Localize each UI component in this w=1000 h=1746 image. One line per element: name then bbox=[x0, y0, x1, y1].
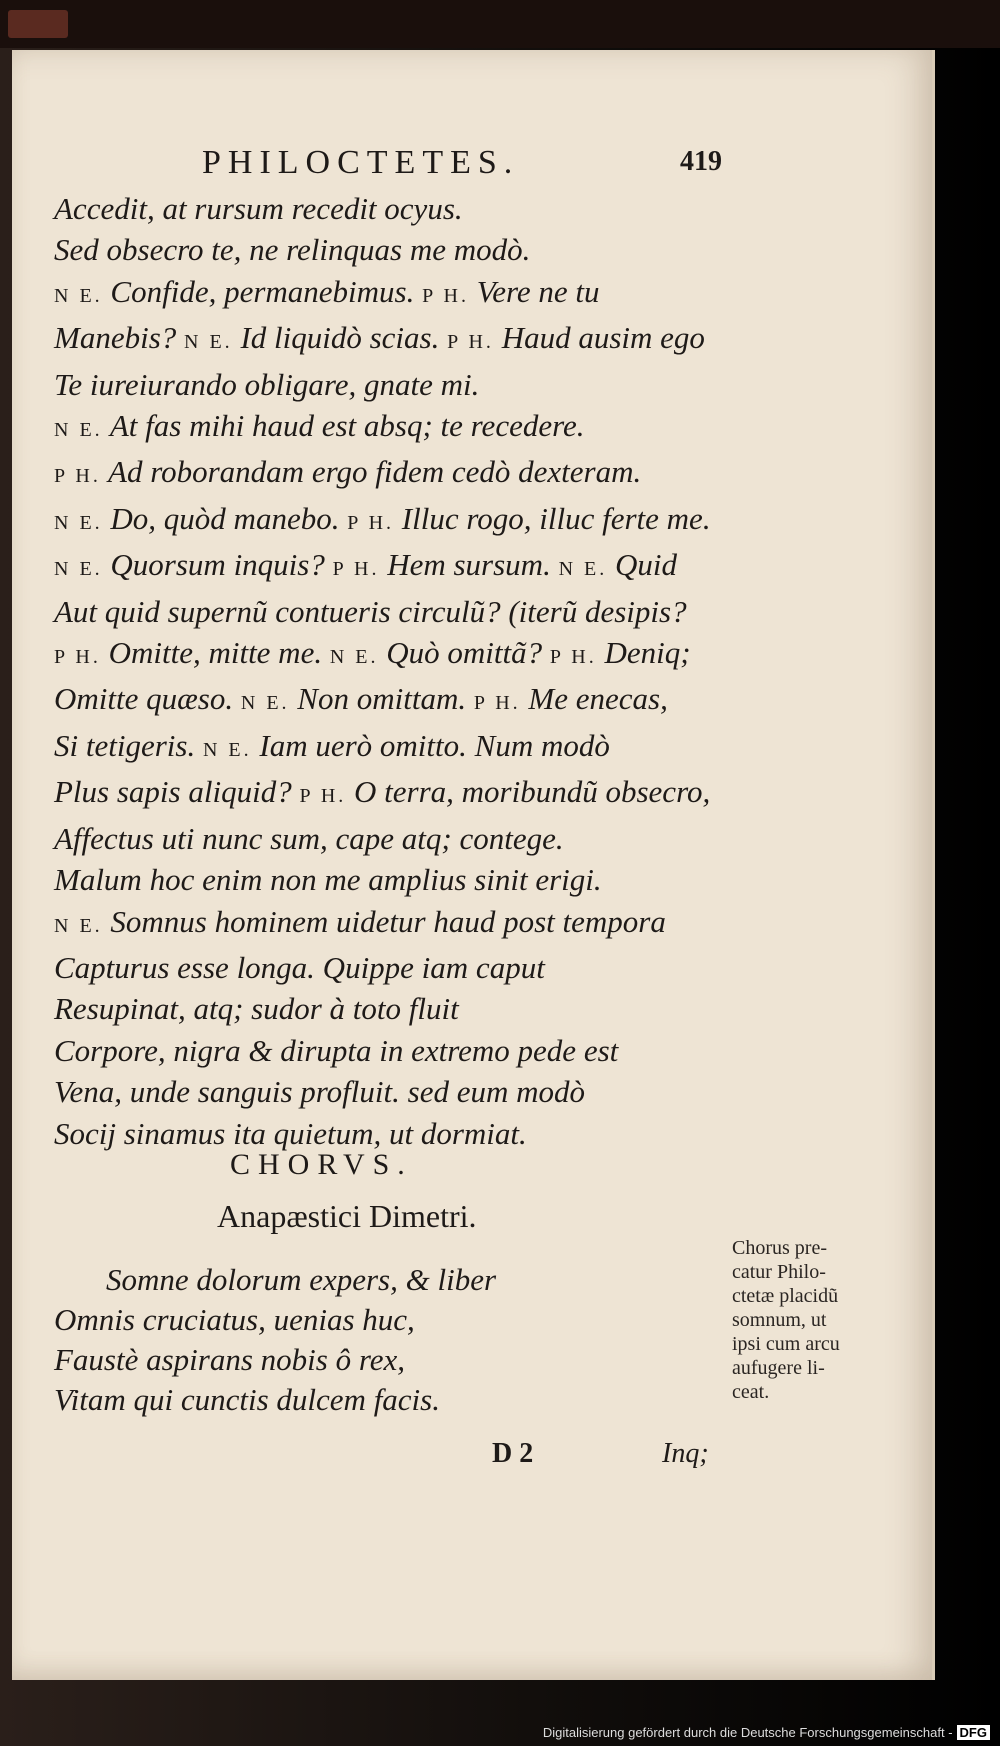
dfg-logo: DFG bbox=[957, 1725, 990, 1740]
verse-line bbox=[54, 188, 754, 229]
verse-line bbox=[54, 229, 754, 270]
verse-text: Non omittam. bbox=[289, 681, 474, 717]
verse-text: Quid bbox=[607, 547, 677, 583]
binding-mark bbox=[8, 10, 68, 38]
chorus-line: Vitam qui cunctis dulcem facis. bbox=[54, 1382, 440, 1417]
note-line: aufugere li- bbox=[732, 1357, 825, 1379]
marginal-note bbox=[732, 1236, 892, 1404]
verse-text: Corpore, nigra & dirupta in extremo pede est bbox=[54, 1032, 619, 1068]
page-foot bbox=[492, 1438, 732, 1478]
verse-text: Manebis? bbox=[54, 320, 185, 356]
verse-line bbox=[54, 725, 754, 771]
running-header bbox=[12, 144, 932, 184]
chorus-verse bbox=[54, 1260, 614, 1420]
verse-text: Me enecas, bbox=[520, 681, 668, 717]
verse-line bbox=[54, 1071, 754, 1112]
speaker-tag: N E. bbox=[54, 558, 103, 581]
verse-text: Omitte, mitte me. bbox=[100, 635, 330, 671]
speaker-tag: N E. bbox=[184, 331, 233, 354]
digitization-credit bbox=[543, 1725, 990, 1740]
page-number: 419 bbox=[680, 146, 722, 177]
verse-line bbox=[54, 591, 754, 632]
speaker-tag: N E. bbox=[54, 419, 103, 442]
verse-text: Illuc rogo, illuc ferte me. bbox=[394, 500, 711, 536]
verse-text: Plus sapis aliquid? bbox=[54, 774, 300, 810]
running-title: PHILOCTETES. bbox=[202, 144, 520, 181]
speaker-tag: P H. bbox=[299, 785, 347, 808]
verse-line bbox=[54, 498, 754, 544]
dialogue-verse bbox=[54, 188, 754, 1154]
speaker-tag: N E. bbox=[240, 692, 290, 715]
note-line: ctetæ placidũ bbox=[732, 1285, 839, 1307]
verse-line bbox=[54, 632, 754, 678]
verse-text: Somnus hominem uidetur haud post tempora bbox=[102, 903, 666, 939]
speaker-tag: P H. bbox=[422, 284, 469, 307]
verse-text: Aut quid supernũ contueris circulũ? (iterũ desipis? bbox=[54, 593, 687, 629]
verse-text: Haud ausim ego bbox=[493, 320, 705, 356]
signature-mark: D 2 bbox=[492, 1438, 534, 1469]
verse-text: Si tetigeris. bbox=[54, 727, 203, 763]
chorus-line: Omnis cruciatus, uenias huc, bbox=[54, 1302, 415, 1337]
verse-text: Resupinat, atq; sudor à toto fluit bbox=[54, 991, 459, 1027]
speaker-tag: P H. bbox=[54, 646, 101, 669]
verse-line bbox=[54, 859, 754, 900]
speaker-tag: P H. bbox=[447, 331, 494, 354]
verse-text: Ad roborandam ergo fidem cedò dexteram. bbox=[100, 454, 642, 490]
verse-line bbox=[54, 901, 754, 947]
verse-text: Do, quòd manebo. bbox=[102, 500, 348, 536]
verse-line bbox=[54, 451, 754, 497]
book-page bbox=[12, 50, 935, 1680]
verse-line bbox=[54, 818, 754, 859]
verse-text: Vena, unde sanguis profluit. sed eum modò bbox=[54, 1074, 585, 1110]
speaker-tag: N E. bbox=[54, 914, 103, 937]
verse-line bbox=[54, 771, 754, 817]
note-line: ceat. bbox=[732, 1381, 770, 1403]
speaker-tag: P H. bbox=[54, 465, 101, 488]
verse-text: Quorsum inquis? bbox=[102, 547, 333, 583]
verse-text: At fas mihi haud est absq; te recedere. bbox=[102, 408, 585, 444]
verse-line bbox=[54, 364, 754, 405]
verse-line bbox=[54, 544, 754, 590]
verse-text: Capturus esse longa. Quippe iam caput bbox=[54, 949, 545, 985]
verse-text: Iam uerò omitto. Num modò bbox=[251, 727, 610, 763]
verse-text: Te iureiurando obligare, gnate mi. bbox=[54, 366, 480, 402]
verse-text: Accedit, at rursum recedit ocyus. bbox=[54, 191, 463, 226]
note-line: ipsi cum arcu bbox=[732, 1333, 840, 1355]
chorus-heading: CHORVS. bbox=[230, 1148, 413, 1181]
chorus-line: Faustè aspirans nobis ô rex, bbox=[54, 1342, 406, 1377]
verse-text: O terra, moribundũ obsecro, bbox=[346, 774, 711, 810]
verse-text: Omitte quæso. bbox=[54, 681, 241, 717]
credit-text: Digitalisierung gefördert durch die Deutsche Forschungsgemeinschaft - bbox=[542, 1725, 953, 1740]
verse-text: Deniq; bbox=[596, 635, 691, 671]
note-line: somnum, ut bbox=[732, 1309, 827, 1331]
verse-text: Vere ne tu bbox=[468, 273, 600, 309]
verse-text: Sed obsecro te, ne relinquas me modò. bbox=[54, 232, 531, 268]
verse-line bbox=[54, 678, 754, 724]
speaker-tag: P H. bbox=[473, 692, 521, 715]
catchword: Inq; bbox=[662, 1438, 709, 1469]
speaker-tag: N E. bbox=[329, 646, 379, 669]
verse-line bbox=[54, 271, 754, 317]
verse-line bbox=[54, 317, 754, 363]
meter-heading: Anapæstici Dimetri. bbox=[217, 1198, 477, 1234]
speaker-tag: N E. bbox=[54, 284, 103, 307]
note-line: Chorus pre- bbox=[732, 1237, 827, 1259]
speaker-tag: N E. bbox=[202, 738, 252, 761]
chorus-line: Somne dolorum expers, & liber bbox=[106, 1262, 497, 1297]
book-edge bbox=[0, 0, 1000, 48]
verse-text: Quò omittã? bbox=[378, 635, 550, 671]
verse-text: Socij sinamus ita quietum, ut dormiat. bbox=[54, 1115, 527, 1151]
verse-text: Malum hoc enim non me amplius sinit erigi. bbox=[54, 862, 602, 898]
verse-line bbox=[54, 947, 754, 988]
verse-text: Hem sursum. bbox=[379, 547, 559, 583]
verse-text: Confide, permanebimus. bbox=[102, 273, 423, 309]
verse-text: Id liquidò scias. bbox=[232, 320, 448, 356]
speaker-tag: P H. bbox=[332, 558, 380, 581]
verse-line bbox=[54, 405, 754, 451]
verse-line bbox=[54, 1030, 754, 1071]
speaker-tag: N E. bbox=[558, 558, 608, 581]
speaker-tag: N E. bbox=[54, 511, 103, 534]
verse-text: Affectus uti nunc sum, cape atq; contege. bbox=[54, 820, 564, 856]
note-line: catur Philo- bbox=[732, 1261, 826, 1283]
speaker-tag: P H. bbox=[549, 646, 597, 669]
speaker-tag: P H. bbox=[347, 511, 395, 534]
verse-line bbox=[54, 988, 754, 1029]
